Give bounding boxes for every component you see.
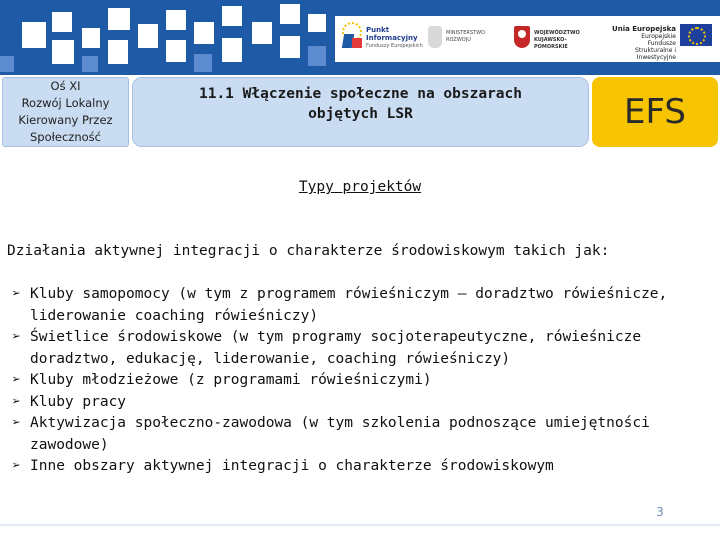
section-heading	[0, 177, 720, 197]
coat-of-arms-icon	[514, 26, 530, 48]
list-item-text: liderowanie coaching rówieśniczy)	[30, 307, 319, 324]
logo-text: WOJEWÓDZTWO	[534, 30, 580, 36]
banner-square	[166, 40, 186, 62]
punkt-informacyjny-logo	[366, 26, 426, 50]
banner-square	[308, 46, 326, 66]
eu-flag-icon	[680, 24, 712, 46]
arrow-bullet-icon: ➢	[12, 372, 21, 388]
axis-name: Rozwój Lokalny	[21, 96, 110, 110]
list-item	[12, 327, 712, 370]
banner-square	[222, 38, 242, 62]
logo-text: Strukturalne i Inwestycyjne	[635, 47, 676, 61]
axis-box	[2, 77, 129, 147]
list-item	[12, 413, 712, 456]
ministerstwo-logo	[428, 26, 498, 50]
banner-square	[194, 22, 214, 44]
intro-text: Działania aktywnej integracji o charakterze środowiskowym takich jak:	[7, 243, 610, 259]
fundusze-europejskie-logo	[340, 22, 364, 52]
banner-square	[0, 56, 14, 72]
banner-square	[194, 54, 212, 72]
axis-name: Społeczność	[30, 130, 101, 144]
logo-text: ROZWOJU	[446, 37, 471, 43]
banner-square	[166, 10, 186, 30]
list-item	[12, 456, 712, 478]
arrow-bullet-icon: ➢	[12, 458, 21, 474]
logo-text: KUJAWSKO-POMORSKIE	[534, 37, 568, 50]
arrow-bullet-icon: ➢	[12, 329, 21, 345]
measure-title-box	[132, 77, 589, 147]
logo-text: Punkt	[366, 26, 390, 34]
eagle-emblem-icon	[428, 26, 442, 48]
banner-square	[308, 14, 326, 32]
section-title: Typy projektów	[298, 179, 422, 195]
arrow-bullet-icon: ➢	[12, 393, 21, 410]
list-item-text: Kluby pracy	[30, 393, 127, 410]
banner-square	[108, 8, 130, 30]
page-number: 3	[656, 505, 664, 519]
project-types-list	[12, 284, 712, 478]
list-item-text: Świetlice środowiskowe (w tym programy socjoterapeutyczne, rówieśnicze	[30, 329, 642, 345]
axis-label: Oś XI	[50, 79, 81, 93]
list-item-text: Aktywizacja społeczno-zawodowa (w tym szkolenia podnoszące umiejętności	[30, 415, 650, 431]
banner-square	[138, 24, 158, 48]
list-item	[12, 392, 712, 414]
banner-square	[108, 40, 128, 64]
wojewodztwo-logo	[514, 26, 600, 50]
arrow-bullet-icon: ➢	[12, 415, 21, 431]
logo-text: Unia Europejska	[612, 25, 676, 33]
logo-text: MINISTERSTWO	[446, 30, 485, 36]
arrow-bullet-icon: ➢	[12, 286, 21, 302]
banner-square	[222, 6, 242, 26]
banner-square	[82, 28, 100, 48]
banner-square	[52, 12, 72, 32]
fund-badge	[592, 77, 718, 147]
banner-square	[252, 22, 272, 44]
list-item	[12, 370, 712, 392]
measure-title: 11.1 Włączenie społeczne na obszarach objętych LSR	[198, 86, 522, 122]
logo-text: Europejskie Fundusze	[641, 33, 676, 47]
fund-label: EFS	[623, 92, 687, 132]
axis-name: Kierowany Przez	[18, 113, 113, 127]
list-item	[12, 284, 712, 327]
logo-text: Informacyjny	[366, 34, 418, 42]
logo-subtext: Funduszy Europejskich	[366, 43, 423, 49]
banner-square	[22, 22, 46, 48]
list-item-text: Kluby młodzieżowe (z programami rówieśniczymi)	[30, 372, 432, 388]
banner-square	[280, 4, 300, 24]
banner-square	[280, 36, 300, 58]
list-item-text: zawodowe)	[30, 436, 109, 453]
footer-divider	[0, 524, 720, 526]
list-item-text: doradztwo, edukację, liderowanie, coaching rówieśniczy)	[30, 350, 511, 367]
banner-square	[82, 56, 98, 72]
banner-square	[52, 40, 74, 64]
list-item-text: Kluby samopomocy (w tym z programem rówieśniczym – doradztwo rówieśnicze,	[30, 286, 668, 302]
list-item-text: Inne obszary aktywnej integracji o charakterze środowiskowym	[30, 458, 554, 474]
unia-europejska-logo	[612, 22, 716, 61]
